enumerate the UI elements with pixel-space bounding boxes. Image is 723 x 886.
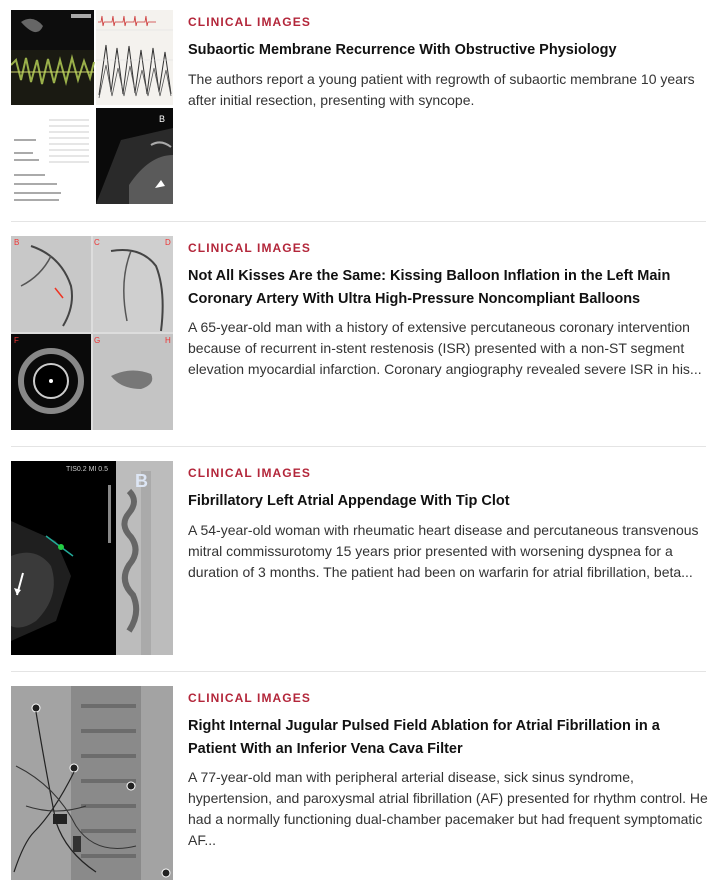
article-thumbnail[interactable] [11,10,173,204]
panel-letter: C [94,238,100,247]
article-card [11,686,706,880]
panel-letter: G [94,336,101,345]
panel-letter: B [159,114,166,124]
panel-letter: D [165,238,171,247]
article-category[interactable]: CLINICAL IMAGES [188,466,311,480]
article-summary: The authors report a young patient with regrowth of subaortic membrane 10 years after initial resection, presenting with syncope. [188,70,695,108]
article-summary: A 65-year-old man with a history of extensive percutaneous coronary intervention because of recurrent in-stent restenosis (ISR) presented with a non-ST segment elevation myocardial infarction. Coronary angiography revealed severe ISR in his... [188,319,702,377]
divider [11,671,706,672]
panel-letter: B [135,471,148,491]
divider [11,446,706,447]
article-content [188,10,710,111]
article-category[interactable]: CLINICAL IMAGES [188,241,311,255]
article-title[interactable]: Right Internal Jugular Pulsed Field Ablation for Atrial Fibrillation in a Patient With an Inferior Vena Cava Filter [188,718,660,757]
panel-letter: H [165,336,171,345]
article-thumbnail[interactable] [11,686,173,880]
article-title[interactable]: Subaortic Membrane Recurrence With Obstructive Physiology [188,42,617,58]
article-card [11,461,706,655]
article-content [188,236,710,380]
panel-letter: F [14,336,19,345]
article-category[interactable]: CLINICAL IMAGES [188,15,311,29]
ultrasound-image [11,461,173,655]
article-title[interactable]: Fibrillatory Left Atrial Appendage With Tip Clot [188,493,510,509]
article-card [11,236,706,430]
echocardiogram-image [11,10,173,204]
article-content [188,686,710,851]
article-category[interactable]: CLINICAL IMAGES [188,691,311,705]
article-content [188,461,710,583]
angiography-image [11,236,173,430]
article-card [11,10,706,204]
divider [11,221,706,222]
article-thumbnail[interactable] [11,236,173,430]
fluoroscopy-image [11,686,173,880]
panel-letter: B [14,238,20,247]
ultrasound-readout: TIS0.2 MI 0.5 [66,466,109,473]
article-thumbnail[interactable] [11,461,173,655]
article-title[interactable]: Not All Kisses Are the Same: Kissing Balloon Inflation in the Left Main Coronary Artery With Ultra High-Pressure Noncompliant Balloons [188,268,671,307]
article-summary: A 54-year-old woman with rheumatic heart disease and percutaneous transvenous mitral commissurotomy 15 years prior presented with worsening dyspnea for a duration of 3 months. The patient had been on warfarin for atrial fibrillation, beta... [188,521,699,580]
article-summary: A 77-year-old man with peripheral arterial disease, sick sinus syndrome, hypertension, and paroxysmal atrial fibrillation (AF) presented for rhythm control. He had a normally functioning dual-chamber pacemaker but had frequent symptomatic AF... [188,769,708,848]
